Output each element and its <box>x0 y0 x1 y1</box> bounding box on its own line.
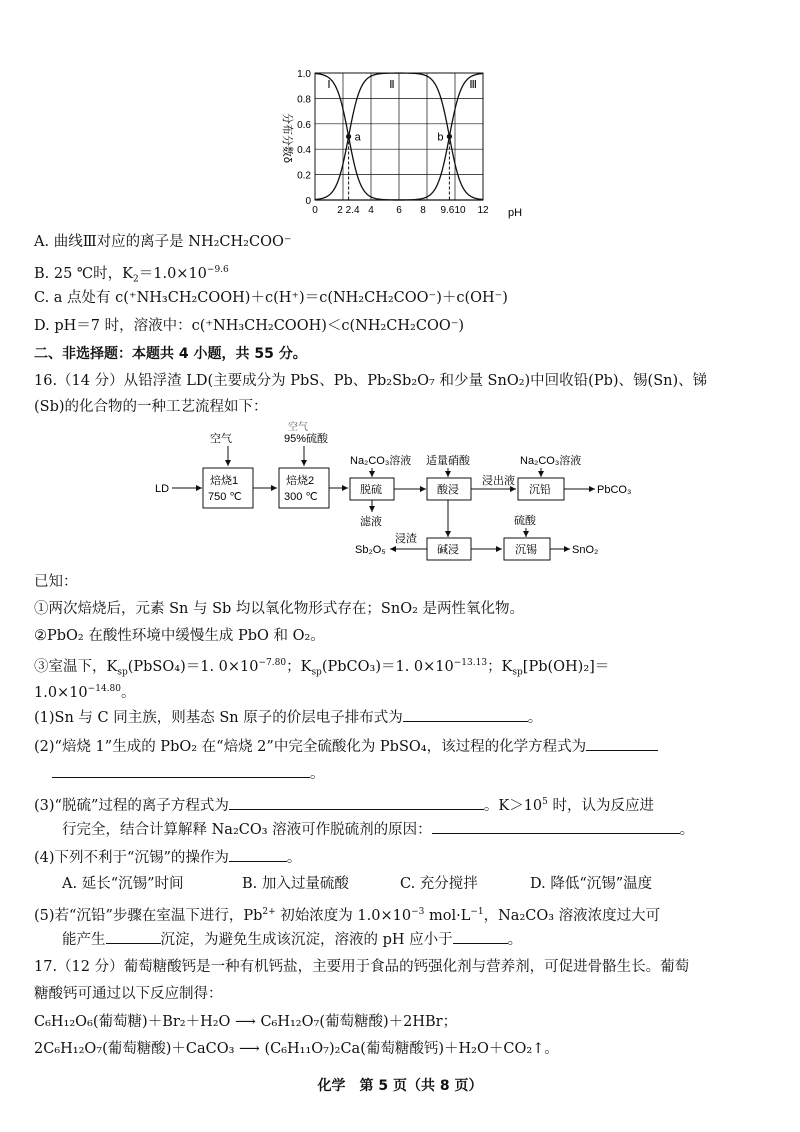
known-label: 已知： <box>34 574 78 590</box>
y-tick-label: 0.8 <box>297 94 311 106</box>
q16-part2: (2)“焙烧 1”生成的 PbO₂ 在“焙烧 2”中完全硫酸化为 PbSO₄，该过程的化学方程式为 <box>34 736 658 757</box>
series-label: Ⅱ <box>389 79 395 92</box>
flow-nitric: 适量硝酸 <box>426 455 470 467</box>
x-tick-label: 2 <box>337 205 343 216</box>
y-tick-label: 0.2 <box>297 170 311 182</box>
flow-na2co3: Na₂CO₃溶液 <box>350 455 412 467</box>
q15-option-d: D. pH＝7 时，溶液中：c(⁺NH₃CH₂COOH)＜c(NH₂CH₂COO⁻) <box>34 318 465 334</box>
q16-part3: (3)“脱硫”过程的离子方程式为 。$K>10^5$ 时，认为反应进 <box>34 792 654 816</box>
q16-part4-option-b: B. 加入过量硫酸 <box>242 876 349 892</box>
flow-na2co3-2: Na₂CO₃溶液 <box>520 455 582 467</box>
point-a <box>346 134 351 139</box>
q16-part4-option-a: A. 延长“沉锡”时间 <box>62 876 184 892</box>
flow-air2: 空气 <box>288 422 308 433</box>
flow-residue: 浸渣 <box>395 533 417 545</box>
q16-intro-line1: 16.（14 分）从铅浮渣 LD(主要成分为 PbS、Pb、Pb₂Sb₂O₇ 和少量 SnO₂)中回收铅(Pb)、锡(Sn)、锑 <box>34 373 708 389</box>
q16-part5-cont: 能产生 沉淀，为避免生成该沉淀，溶液的 pH 应小于 。 <box>62 929 522 950</box>
answer-blank-5b[interactable] <box>453 929 508 944</box>
known-3-cont: $1.0\times 10^{-14.80}$。 <box>34 684 136 701</box>
flow-pbppt: 沉铅 <box>529 484 551 496</box>
flow-h2so4: 硫酸 <box>514 515 536 527</box>
q15-option-b: B. 25 ℃时，$K_2=1.0\times 10^{-9.6}$ <box>34 265 229 285</box>
answer-blank-2a[interactable] <box>586 736 658 751</box>
flow-roast1-temp: 750 ℃ <box>208 491 242 503</box>
y-tick-label: 0.6 <box>297 119 311 131</box>
flow-roast1: 焙烧1 <box>210 475 239 487</box>
x-tick-label: 2.4 <box>345 205 360 216</box>
x-tick-label: 12 <box>477 205 489 216</box>
series-label: Ⅲ <box>469 79 477 92</box>
x-axis-label: pH <box>508 207 523 219</box>
x-tick-label: 9.6 <box>440 205 455 216</box>
q15-option-a: A. 曲线Ⅲ对应的离子是 NH₂CH₂COO⁻ <box>34 234 292 250</box>
q16-part4-options <box>62 874 652 894</box>
x-tick-label: 0 <box>312 205 318 216</box>
q15-option-c: C. a 点处有 c(⁺NH₃CH₂COOH)＋c(H⁺)＝c(NH₂CH₂COO⁻)＋c(OH⁻) <box>34 290 508 306</box>
page-footer: 化学 第 5 页（共 8 页） <box>317 1078 483 1094</box>
flow-desulf: 脱硫 <box>360 484 382 496</box>
answer-blank-2b[interactable] <box>52 763 310 778</box>
distribution-chart <box>270 58 530 223</box>
flow-alkleach: 碱浸 <box>437 544 459 556</box>
x-tick-label: 4 <box>368 205 374 216</box>
y-axis-label: 分布分数δ <box>281 112 293 164</box>
q17-equation-2: 2C₆H₁₂O₇(葡萄糖酸)＋CaCO₃ ⟶ (C₆H₁₁O₇)₂Ca(葡萄糖酸钙)＋H₂O＋CO₂↑。 <box>34 1041 559 1057</box>
known-2: ②PbO₂ 在酸性环境中缓慢生成 PbO 和 O₂。 <box>34 628 325 644</box>
q16-part1: (1)Sn 与 C 同主族，则基态 Sn 原子的价层电子排布式为 。 <box>34 707 542 728</box>
flow-acidleach: 酸浸 <box>437 484 459 496</box>
q16-part4: (4)下列不利于“沉锡”的操作为 。 <box>34 847 301 868</box>
q16-part2-cont: 。 <box>52 763 325 784</box>
flow-roast2-temp: 300 ℃ <box>284 491 318 503</box>
flow-air: 空气 <box>210 433 232 445</box>
point-b <box>447 134 452 139</box>
known-1: ①两次焙烧后，元素 Sn 与 Sb 均以氧化物形式存在；SnO₂ 是两性氧化物。 <box>34 601 525 617</box>
flow-acid95: 95%硫酸 <box>284 433 329 445</box>
y-tick-label: 0.4 <box>297 145 311 157</box>
answer-blank-3a[interactable] <box>229 795 484 810</box>
y-tick-label: 1.0 <box>297 69 311 80</box>
answer-blank-4[interactable] <box>229 847 287 862</box>
point-label-b: b <box>437 131 444 144</box>
x-tick-label: 6 <box>396 205 402 216</box>
x-tick-label: 8 <box>420 205 426 216</box>
answer-blank-3b[interactable] <box>432 819 680 834</box>
q17-equation-1: C₆H₁₂O₆(葡萄糖)＋Br₂＋H₂O ⟶ C₆H₁₂O₇(葡萄糖酸)＋2HBr； <box>34 1014 458 1030</box>
q16-part4-option-d: D. 降低“沉锡”温度 <box>530 876 653 892</box>
known-3: ③室温下，$K_{sp}(PbSO_4)=1$. $0\times 10^{-7.80}$；$K_{sp}(PbCO_3)=1$. $0\times 10^{-13.13}$；$K_{sp}[Pb(OH)_2]=$ <box>34 658 610 678</box>
point-label-a: a <box>354 131 361 144</box>
flow-sb2o5: Sb₂O₅ <box>355 544 386 556</box>
flow-filtrate: 滤液 <box>360 516 382 528</box>
q16-part4-option-c: C. 充分搅拌 <box>400 876 478 892</box>
flow-roast2: 焙烧2 <box>286 475 315 487</box>
q17-intro-line1: 17.（12 分）葡萄糖酸钙是一种有机钙盐，主要用于食品的钙强化剂与营养剂，可促进骨骼生长。葡萄 <box>34 959 690 975</box>
flow-sno2: SnO₂ <box>572 544 599 556</box>
q17-intro-line2: 糖酸钙可通过以下反应制得： <box>34 986 223 1002</box>
chart-grid <box>315 73 483 200</box>
series-label: Ⅰ <box>327 79 331 92</box>
y-tick-label: 0 <box>305 196 311 207</box>
q16-intro-line2: (Sb)的化合物的一种工艺流程如下： <box>34 399 268 415</box>
process-flow-diagram <box>150 420 660 565</box>
answer-blank-5a[interactable] <box>106 929 161 944</box>
x-tick-label: 10 <box>454 205 466 216</box>
q16-part3-cont: 行完全，结合计算解释 Na₂CO₃ 溶液可作脱硫剂的原因： 。 <box>62 819 694 840</box>
flow-leachate: 浸出液 <box>482 475 515 487</box>
q16-part5: (5)若“沉铅”步骤在室温下进行，$Pb^{2+}$ 初始浓度为 $1.0\times 10^{-3}$ $mol\cdot L^{-1}$，Na₂CO₃ 溶液浓度过大可 <box>34 907 661 924</box>
flow-snppt: 沉锡 <box>515 544 537 556</box>
answer-blank-1[interactable] <box>403 707 528 722</box>
section-title: 二、非选择题：本题共 4 小题，共 55 分。 <box>34 346 307 362</box>
flow-pbco3: PbCO₃ <box>597 484 632 496</box>
flow-ld: LD <box>155 483 170 495</box>
